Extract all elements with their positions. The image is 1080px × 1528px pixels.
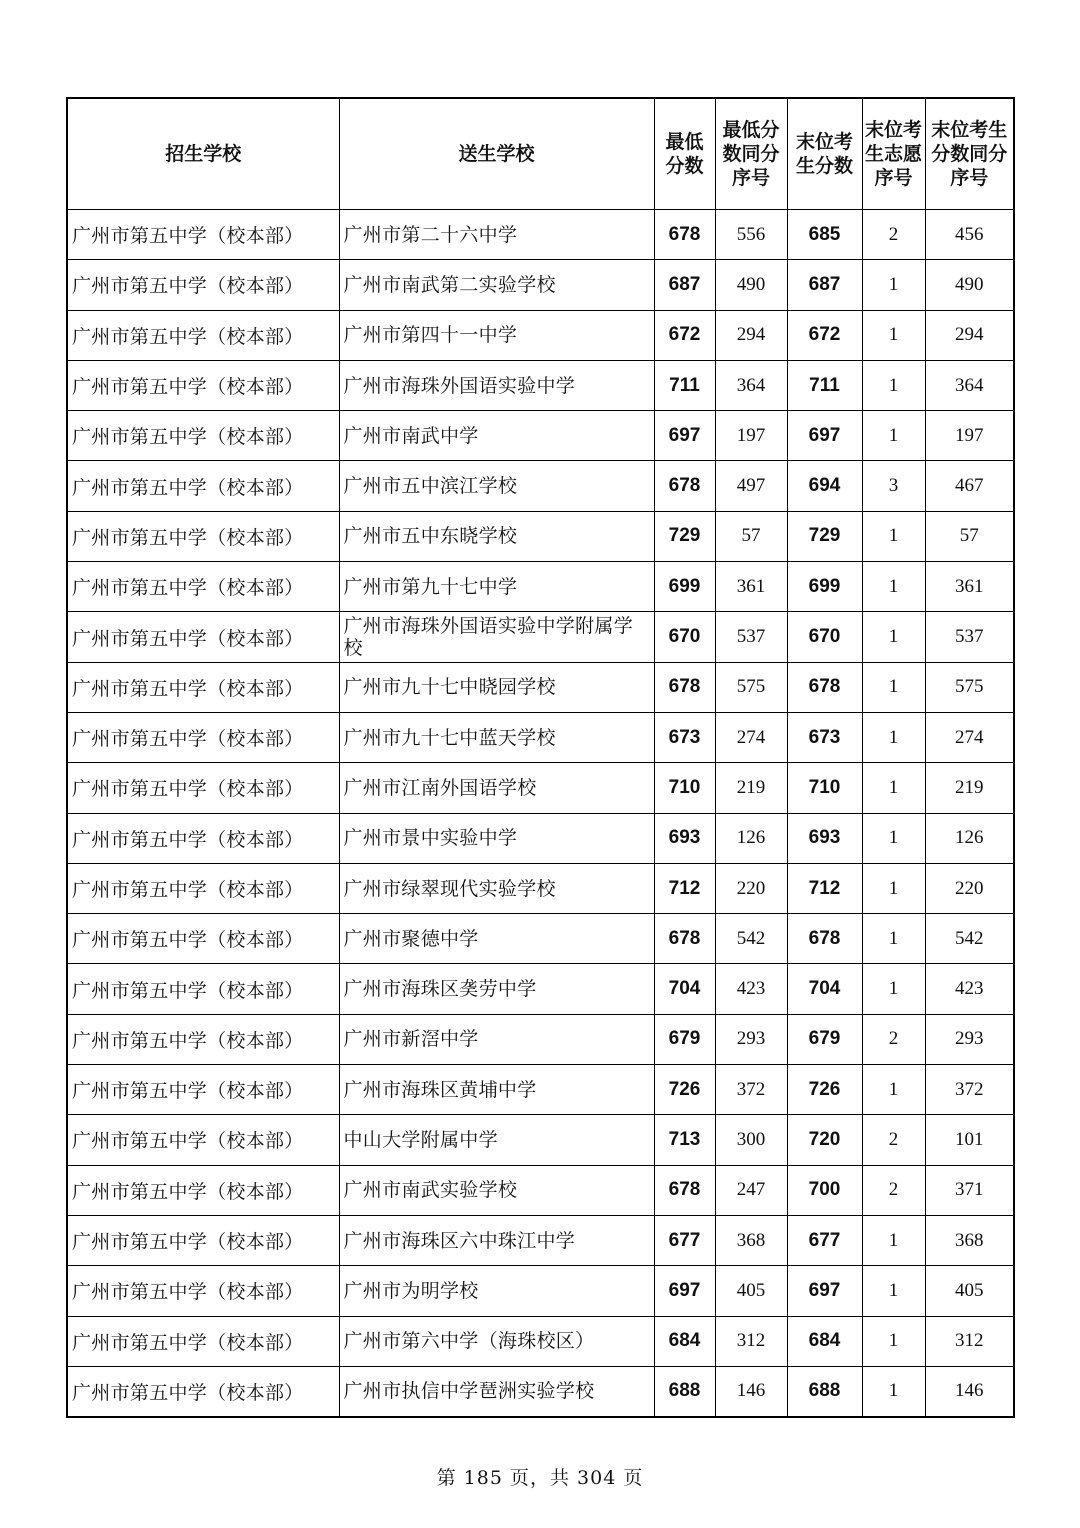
- cell-enrolling-school: 广州市第五中学（校本部）: [67, 712, 339, 762]
- cell-min-score-rank: 423: [715, 964, 787, 1014]
- cell-last-score: 710: [787, 763, 862, 813]
- cell-min-score-rank: 300: [715, 1115, 787, 1165]
- table-row: [67, 863, 1014, 913]
- cell-last-choice-rank: 1: [862, 914, 925, 964]
- table-row: [67, 914, 1014, 964]
- cell-min-score: 704: [654, 964, 715, 1014]
- cell-min-score: 678: [654, 210, 715, 260]
- cell-last-score-rank: 146: [925, 1366, 1014, 1417]
- table-header-row: [67, 98, 1014, 210]
- cell-last-score: 697: [787, 411, 862, 461]
- cell-enrolling-school: 广州市第五中学（校本部）: [67, 461, 339, 511]
- cell-last-score: 712: [787, 863, 862, 913]
- cell-last-score-rank: 575: [925, 662, 1014, 712]
- cell-last-choice-rank: 1: [862, 763, 925, 813]
- cell-last-score: 697: [787, 1266, 862, 1316]
- cell-last-score-rank: 101: [925, 1115, 1014, 1165]
- cell-sending-school: 广州市第四十一中学: [339, 310, 654, 360]
- header-last-score: 末位考生分数: [787, 98, 862, 210]
- cell-last-choice-rank: 1: [862, 863, 925, 913]
- table-row: [67, 1316, 1014, 1366]
- cell-last-score-rank: 467: [925, 461, 1014, 511]
- table-body: [67, 210, 1014, 1418]
- cell-min-score: 687: [654, 260, 715, 310]
- cell-min-score-rank: 293: [715, 1014, 787, 1064]
- cell-enrolling-school: 广州市第五中学（校本部）: [67, 1215, 339, 1265]
- cell-last-score-rank: 423: [925, 964, 1014, 1014]
- cell-last-score: 687: [787, 260, 862, 310]
- cell-min-score-rank: 312: [715, 1316, 787, 1366]
- table-row: [67, 964, 1014, 1014]
- cell-last-choice-rank: 1: [862, 1065, 925, 1115]
- cell-sending-school: 广州市九十七中晓园学校: [339, 662, 654, 712]
- cell-min-score: 670: [654, 612, 715, 662]
- cell-last-score: 729: [787, 511, 862, 561]
- cell-sending-school: 广州市景中实验中学: [339, 813, 654, 863]
- cell-min-score: 711: [654, 360, 715, 410]
- cell-min-score-rank: 361: [715, 562, 787, 612]
- cell-last-score-rank: 294: [925, 310, 1014, 360]
- cell-last-score: 693: [787, 813, 862, 863]
- cell-min-score-rank: 372: [715, 1065, 787, 1115]
- cell-min-score: 697: [654, 411, 715, 461]
- cell-enrolling-school: 广州市第五中学（校本部）: [67, 310, 339, 360]
- cell-enrolling-school: 广州市第五中学（校本部）: [67, 411, 339, 461]
- cell-enrolling-school: 广州市第五中学（校本部）: [67, 260, 339, 310]
- cell-min-score-rank: 219: [715, 763, 787, 813]
- cell-last-score: 694: [787, 461, 862, 511]
- cell-sending-school: 广州市为明学校: [339, 1266, 654, 1316]
- cell-sending-school: 广州市海珠外国语实验中学附属学校: [339, 612, 654, 662]
- cell-min-score-rank: 146: [715, 1366, 787, 1417]
- table-row: [67, 1115, 1014, 1165]
- cell-enrolling-school: 广州市第五中学（校本部）: [67, 360, 339, 410]
- cell-last-score-rank: 274: [925, 712, 1014, 762]
- table-row: [67, 662, 1014, 712]
- cell-sending-school: 广州市第六中学（海珠校区）: [339, 1316, 654, 1366]
- cell-enrolling-school: 广州市第五中学（校本部）: [67, 612, 339, 662]
- cell-min-score: 710: [654, 763, 715, 813]
- cell-last-score: 704: [787, 964, 862, 1014]
- cell-last-choice-rank: 2: [862, 1165, 925, 1215]
- table-row: [67, 1165, 1014, 1215]
- cell-min-score-rank: 490: [715, 260, 787, 310]
- cell-last-score-rank: 371: [925, 1165, 1014, 1215]
- cell-enrolling-school: 广州市第五中学（校本部）: [67, 1165, 339, 1215]
- header-last-score-rank: 末位考生分数同分序号: [925, 98, 1014, 210]
- cell-min-score-rank: 274: [715, 712, 787, 762]
- cell-min-score-rank: 405: [715, 1266, 787, 1316]
- table-row: [67, 562, 1014, 612]
- cell-last-choice-rank: 3: [862, 461, 925, 511]
- cell-min-score: 697: [654, 1266, 715, 1316]
- cell-last-score-rank: 368: [925, 1215, 1014, 1265]
- cell-last-score-rank: 456: [925, 210, 1014, 260]
- cell-min-score: 677: [654, 1215, 715, 1265]
- cell-min-score-rank: 294: [715, 310, 787, 360]
- table-row: [67, 1266, 1014, 1316]
- cell-last-choice-rank: 1: [862, 411, 925, 461]
- cell-last-score-rank: 361: [925, 562, 1014, 612]
- cell-min-score: 693: [654, 813, 715, 863]
- cell-min-score: 688: [654, 1366, 715, 1417]
- cell-last-choice-rank: 1: [862, 1215, 925, 1265]
- cell-last-score-rank: 293: [925, 1014, 1014, 1064]
- table-row: [67, 612, 1014, 662]
- cell-last-score: 720: [787, 1115, 862, 1165]
- cell-last-score-rank: 220: [925, 863, 1014, 913]
- cell-enrolling-school: 广州市第五中学（校本部）: [67, 914, 339, 964]
- cell-sending-school: 广州市海珠区六中珠江中学: [339, 1215, 654, 1265]
- cell-sending-school: 广州市第二十六中学: [339, 210, 654, 260]
- header-sending-school: 送生学校: [339, 98, 654, 210]
- cell-min-score: 729: [654, 511, 715, 561]
- cell-last-score: 677: [787, 1215, 862, 1265]
- cell-sending-school: 广州市新滘中学: [339, 1014, 654, 1064]
- cell-enrolling-school: 广州市第五中学（校本部）: [67, 1014, 339, 1064]
- cell-last-choice-rank: 1: [862, 360, 925, 410]
- cell-last-score-rank: 219: [925, 763, 1014, 813]
- cell-sending-school: 中山大学附属中学: [339, 1115, 654, 1165]
- cell-last-choice-rank: 1: [862, 562, 925, 612]
- cell-min-score-rank: 542: [715, 914, 787, 964]
- cell-min-score: 673: [654, 712, 715, 762]
- header-last-choice-rank: 末位考生志愿序号: [862, 98, 925, 210]
- cell-sending-school: 广州市五中滨江学校: [339, 461, 654, 511]
- cell-min-score: 699: [654, 562, 715, 612]
- cell-enrolling-school: 广州市第五中学（校本部）: [67, 1266, 339, 1316]
- cell-sending-school: 广州市海珠外国语实验中学: [339, 360, 654, 410]
- cell-last-score: 684: [787, 1316, 862, 1366]
- cell-last-score-rank: 542: [925, 914, 1014, 964]
- cell-last-choice-rank: 1: [862, 1266, 925, 1316]
- cell-last-score: 699: [787, 562, 862, 612]
- cell-min-score-rank: 556: [715, 210, 787, 260]
- table-row: [67, 210, 1014, 260]
- cell-last-choice-rank: 2: [862, 1115, 925, 1165]
- cell-sending-school: 广州市第九十七中学: [339, 562, 654, 612]
- cell-last-choice-rank: 1: [862, 260, 925, 310]
- cell-last-choice-rank: 1: [862, 1316, 925, 1366]
- cell-min-score: 684: [654, 1316, 715, 1366]
- cell-min-score: 713: [654, 1115, 715, 1165]
- table-row: [67, 310, 1014, 360]
- cell-last-score-rank: 197: [925, 411, 1014, 461]
- cell-last-score: 670: [787, 612, 862, 662]
- cell-last-score-rank: 405: [925, 1266, 1014, 1316]
- cell-last-score: 678: [787, 662, 862, 712]
- cell-sending-school: 广州市南武第二实验学校: [339, 260, 654, 310]
- cell-sending-school: 广州市海珠区黄埔中学: [339, 1065, 654, 1115]
- cell-sending-school: 广州市执信中学琶洲实验学校: [339, 1366, 654, 1417]
- cell-last-score-rank: 312: [925, 1316, 1014, 1366]
- cell-enrolling-school: 广州市第五中学（校本部）: [67, 562, 339, 612]
- cell-last-score: 673: [787, 712, 862, 762]
- header-min-score-rank: 最低分数同分序号: [715, 98, 787, 210]
- cell-last-choice-rank: 1: [862, 612, 925, 662]
- cell-sending-school: 广州市南武中学: [339, 411, 654, 461]
- cell-sending-school: 广州市绿翠现代实验学校: [339, 863, 654, 913]
- cell-min-score: 712: [654, 863, 715, 913]
- table-row: [67, 461, 1014, 511]
- cell-min-score-rank: 575: [715, 662, 787, 712]
- cell-enrolling-school: 广州市第五中学（校本部）: [67, 763, 339, 813]
- cell-enrolling-school: 广州市第五中学（校本部）: [67, 1115, 339, 1165]
- cell-last-score: 672: [787, 310, 862, 360]
- table-row: [67, 1215, 1014, 1265]
- cell-enrolling-school: 广州市第五中学（校本部）: [67, 1065, 339, 1115]
- cell-sending-school: 广州市聚德中学: [339, 914, 654, 964]
- table-row: [67, 712, 1014, 762]
- cell-min-score-rank: 57: [715, 511, 787, 561]
- cell-last-score: 700: [787, 1165, 862, 1215]
- table-row: [67, 260, 1014, 310]
- cell-last-score: 688: [787, 1366, 862, 1417]
- cell-min-score-rank: 537: [715, 612, 787, 662]
- cell-enrolling-school: 广州市第五中学（校本部）: [67, 662, 339, 712]
- cell-last-choice-rank: 2: [862, 210, 925, 260]
- cell-min-score-rank: 247: [715, 1165, 787, 1215]
- cell-min-score: 678: [654, 461, 715, 511]
- cell-last-score-rank: 126: [925, 813, 1014, 863]
- cell-sending-school: 广州市五中东晓学校: [339, 511, 654, 561]
- cell-sending-school: 广州市江南外国语学校: [339, 763, 654, 813]
- cell-last-score: 685: [787, 210, 862, 260]
- cell-min-score-rank: 197: [715, 411, 787, 461]
- cell-enrolling-school: 广州市第五中学（校本部）: [67, 813, 339, 863]
- cell-last-score: 726: [787, 1065, 862, 1115]
- cell-min-score-rank: 364: [715, 360, 787, 410]
- cell-last-score-rank: 372: [925, 1065, 1014, 1115]
- header-min-score: 最低分数: [654, 98, 715, 210]
- cell-enrolling-school: 广州市第五中学（校本部）: [67, 210, 339, 260]
- cell-enrolling-school: 广州市第五中学（校本部）: [67, 1366, 339, 1417]
- cell-min-score: 672: [654, 310, 715, 360]
- cell-min-score-rank: 220: [715, 863, 787, 913]
- cell-last-choice-rank: 1: [862, 511, 925, 561]
- cell-min-score-rank: 497: [715, 461, 787, 511]
- cell-last-choice-rank: 1: [862, 712, 925, 762]
- header-enrolling-school: 招生学校: [67, 98, 339, 210]
- table-row: [67, 511, 1014, 561]
- table-row: [67, 763, 1014, 813]
- cell-last-choice-rank: 1: [862, 964, 925, 1014]
- table-row: [67, 813, 1014, 863]
- cell-min-score: 679: [654, 1014, 715, 1064]
- cell-last-choice-rank: 1: [862, 662, 925, 712]
- cell-sending-school: 广州市九十七中蓝天学校: [339, 712, 654, 762]
- cell-last-choice-rank: 2: [862, 1014, 925, 1064]
- cell-enrolling-school: 广州市第五中学（校本部）: [67, 1316, 339, 1366]
- page-number-footer: 第 185 页，共 304 页: [436, 1467, 644, 1489]
- cell-last-choice-rank: 1: [862, 310, 925, 360]
- cell-sending-school: 广州市南武实验学校: [339, 1165, 654, 1215]
- cell-last-score-rank: 490: [925, 260, 1014, 310]
- cell-min-score: 678: [654, 1165, 715, 1215]
- cell-last-score: 711: [787, 360, 862, 410]
- table-row: [67, 1014, 1014, 1064]
- cell-min-score: 678: [654, 662, 715, 712]
- admission-score-table: [66, 97, 1015, 1418]
- cell-last-choice-rank: 1: [862, 1366, 925, 1417]
- cell-last-score: 679: [787, 1014, 862, 1064]
- cell-last-score: 678: [787, 914, 862, 964]
- admission-table-container: [66, 97, 1013, 1418]
- cell-min-score: 726: [654, 1065, 715, 1115]
- cell-sending-school: 广州市海珠区䶮劳中学: [339, 964, 654, 1014]
- table-row: [67, 1065, 1014, 1115]
- cell-last-choice-rank: 1: [862, 813, 925, 863]
- table-row: [67, 1366, 1014, 1417]
- cell-min-score: 678: [654, 914, 715, 964]
- cell-enrolling-school: 广州市第五中学（校本部）: [67, 863, 339, 913]
- cell-enrolling-school: 广州市第五中学（校本部）: [67, 964, 339, 1014]
- cell-last-score-rank: 57: [925, 511, 1014, 561]
- cell-last-score-rank: 364: [925, 360, 1014, 410]
- cell-last-score-rank: 537: [925, 612, 1014, 662]
- cell-min-score-rank: 126: [715, 813, 787, 863]
- table-row: [67, 411, 1014, 461]
- table-row: [67, 360, 1014, 410]
- cell-min-score-rank: 368: [715, 1215, 787, 1265]
- cell-enrolling-school: 广州市第五中学（校本部）: [67, 511, 339, 561]
